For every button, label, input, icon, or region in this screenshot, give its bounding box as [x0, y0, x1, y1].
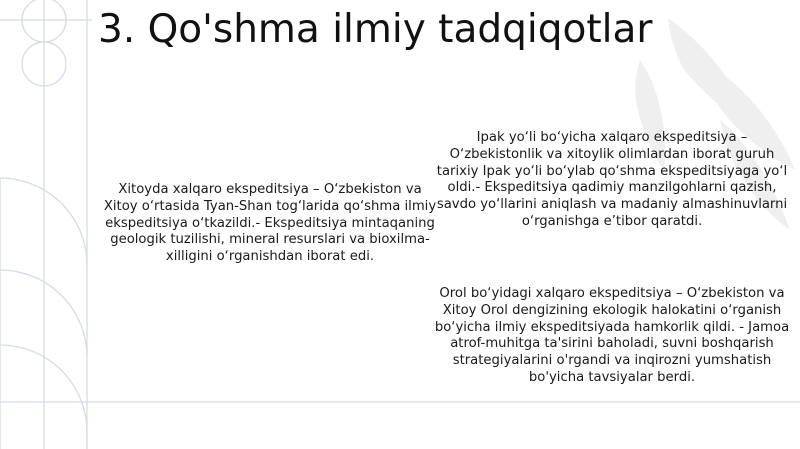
paragraph-aral-expedition: Orol bo‘yidagi xalqaro ekspeditsiya – O‘zbekiston va Xitoy Orol dengizining ekologik halokatini o‘rganish bo‘yicha ilmiy ekspeditsiyada hamkorlik qildi. - Jamoa atrof-muhitga ta'sirini baholadi, suvni boshqarish strategiyalarini o'rgandi va inqirozni yumshatish bo'yicha tavsiyalar berdi. [434, 286, 790, 385]
paragraph-china-expedition: Xitoyda xalqaro ekspeditsiya – O‘zbekiston va Xitoy o‘rtasida Tyan-Shan tog‘larida qo‘shma ilmiy ekspeditsiya o‘tkazildi.- Ekspeditsiya mintaqaning geologik tuzilishi, mineral resurslari va bioxilma-xilligini o‘rganishdan iborat edi. [103, 182, 437, 265]
paragraph-silk-road-expedition: Ipak yo‘li bo‘yicha xalqaro ekspeditsiya – O‘zbekistonlik va xitoylik olimlardan iborat guruh tarixiy Ipak yo‘li bo‘ylab qo‘shma ekspeditsiyaga yo‘l oldi.- Ekspeditsiya qadimiy manzilgohlarni qazish, savdo yo‘llarini aniqlash va madaniy almashinuvlarni o‘rganishga e’tibor qaratdi. [436, 130, 788, 229]
slide-title: 3. Qo'shma ilmiy tadqiqotlar [98, 7, 653, 52]
